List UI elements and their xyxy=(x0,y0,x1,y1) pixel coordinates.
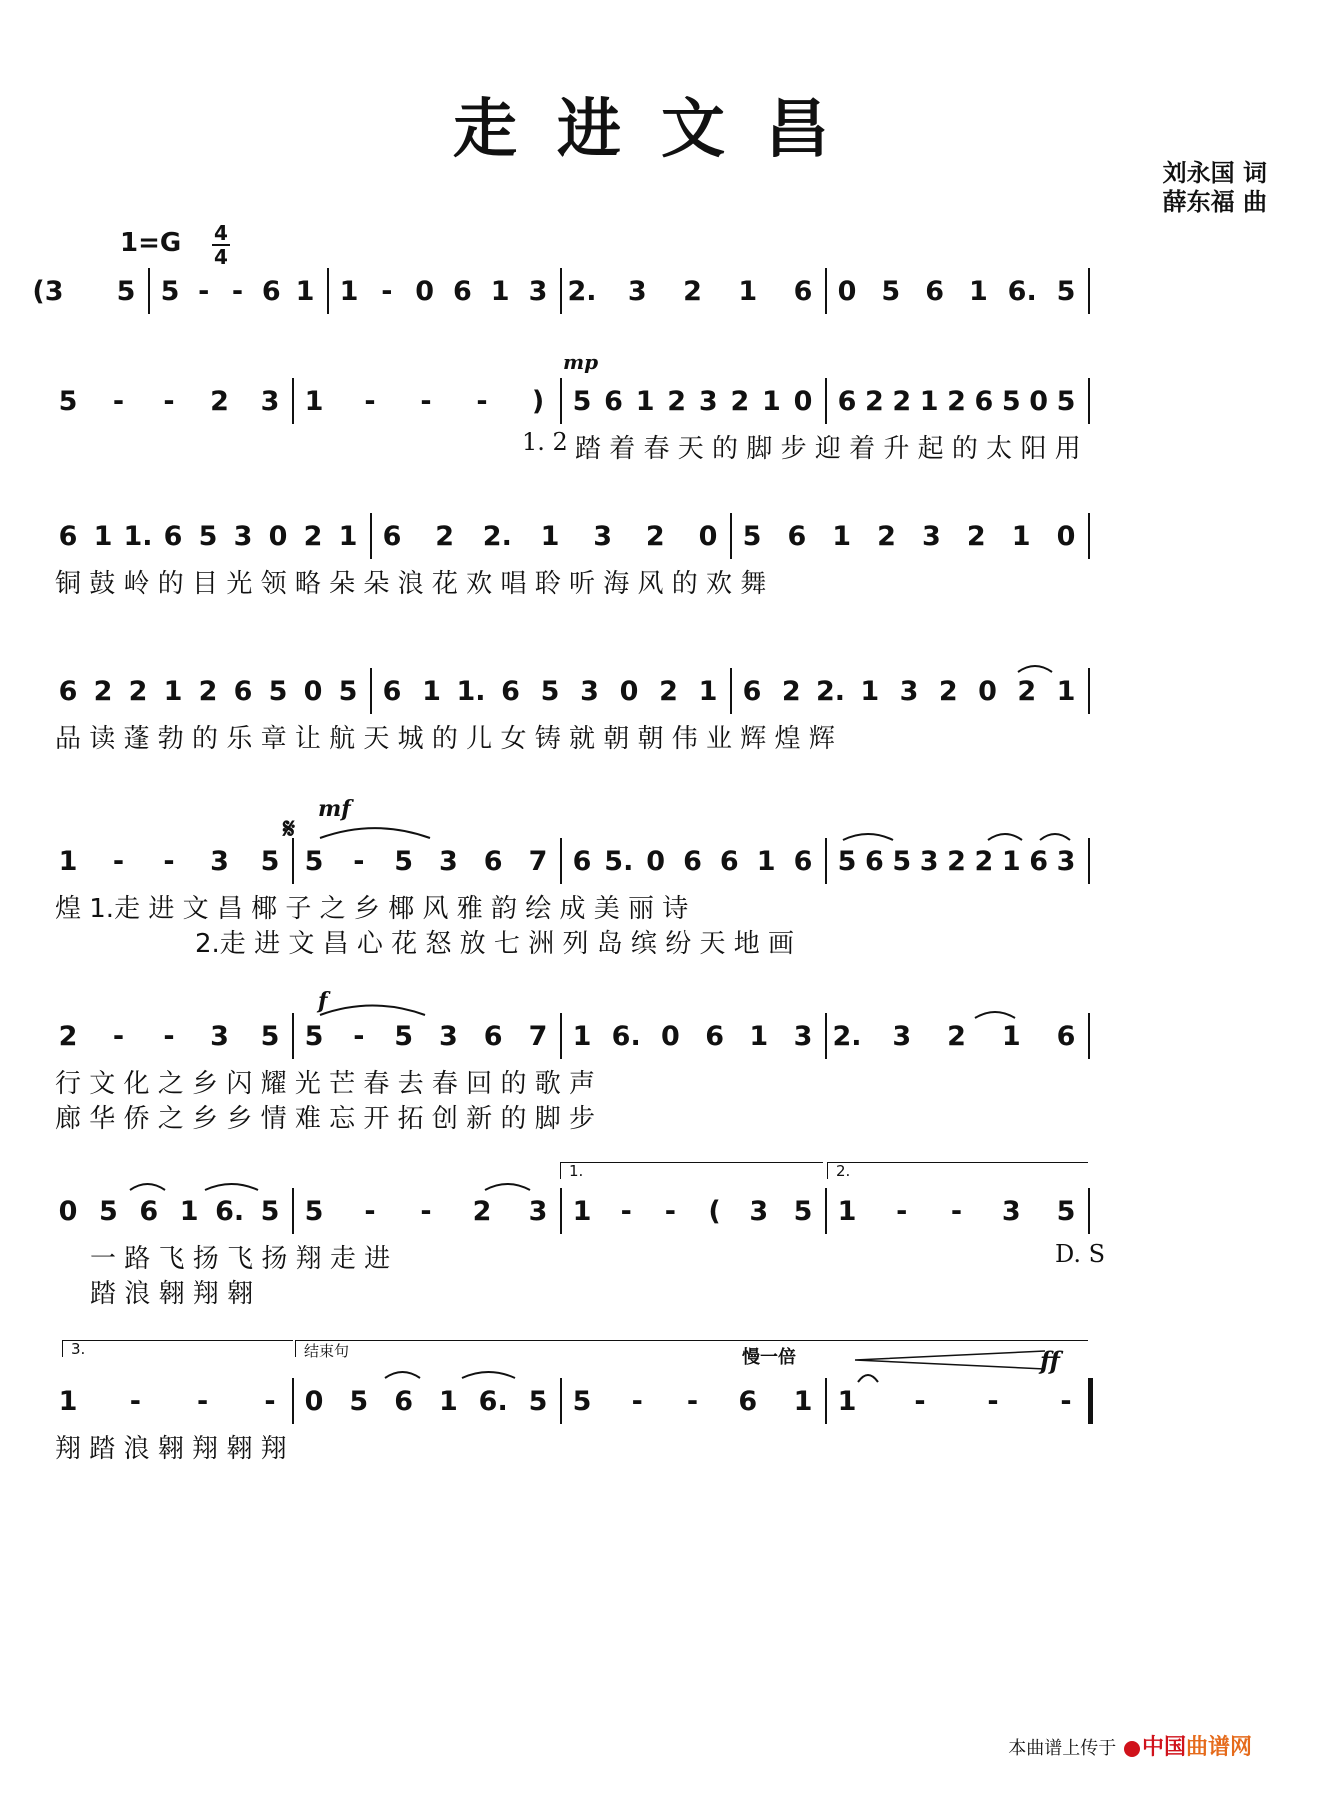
note-digit: 5 xyxy=(268,676,288,707)
note-digit: 2 xyxy=(659,676,678,707)
note-digit: 0 xyxy=(793,386,813,417)
note-digit: 5 xyxy=(1056,1196,1076,1227)
note-digit: 2 xyxy=(645,521,665,552)
note-digit: 5 xyxy=(793,1196,813,1227)
note-digit: 3 xyxy=(922,521,941,552)
note-digit: - xyxy=(896,1196,908,1227)
note-digit: 0 xyxy=(304,1386,324,1417)
note-digit: 1 xyxy=(438,1386,458,1417)
note-digit: 0 xyxy=(268,521,288,552)
key-signature: 1=G xyxy=(120,228,182,258)
note-digit: 3 xyxy=(528,276,548,307)
lyric-line-1: 品 读 蓬 勃 的 乐 章 让 航 天 城 的 儿 女 铸 就 朝 朝 伟 业 辉 煌 辉 xyxy=(55,724,835,754)
slur-s7-b xyxy=(205,1184,258,1190)
note-digit: - xyxy=(198,276,210,307)
note-digit: 6 xyxy=(261,276,281,307)
note-digit: 1 xyxy=(968,276,988,307)
note-digit: 2 xyxy=(877,521,896,552)
note-digit: - xyxy=(112,846,125,877)
note-digit: 0 xyxy=(978,676,997,707)
note-digit: 6. xyxy=(611,1021,641,1052)
note-digit: 2 xyxy=(730,386,750,417)
tempo-slow: 慢一倍 xyxy=(742,1347,796,1368)
note-digit: 1 xyxy=(832,521,852,552)
note-digit: 1 xyxy=(58,846,78,877)
note-digit: 1. xyxy=(123,521,153,552)
note-digit: 2 xyxy=(947,386,966,417)
note-digit: 6 xyxy=(793,276,813,307)
note-digit: - xyxy=(364,1196,376,1227)
note-digit: 5 xyxy=(304,1021,324,1052)
lyric-line-1: 翔 踏 浪 翱 翔 翱 翔 xyxy=(55,1434,287,1464)
lyric-line-1: 一 路 飞 扬 飞 扬 翔 走 进 xyxy=(90,1244,391,1274)
time-signature-top: 4 xyxy=(214,221,228,245)
note-digit: 1 xyxy=(1056,676,1076,707)
note-digit: 5 xyxy=(572,386,592,417)
dynamic-f: f xyxy=(318,988,328,1014)
note-digit: 3 xyxy=(1056,846,1076,877)
note-digit: 2 xyxy=(435,521,455,552)
note-digit: - xyxy=(664,1196,676,1227)
note-digit: 1 xyxy=(793,1386,813,1417)
note-digit: 2 xyxy=(58,1021,78,1052)
note-digit: 2 xyxy=(938,676,958,707)
volta-3: 3. xyxy=(62,1340,293,1357)
note-digit: 5. xyxy=(604,846,634,877)
note-digit: 5 xyxy=(394,1021,413,1052)
note-digit: 5 xyxy=(198,521,218,552)
slur-s7-a xyxy=(130,1184,165,1190)
slur-f xyxy=(320,1006,425,1015)
note-digit: (3 xyxy=(32,276,64,307)
note-digit: 2 xyxy=(198,676,218,707)
slur-s5-c xyxy=(1040,834,1070,840)
note-digit: 5 xyxy=(837,846,857,877)
note-digit: 6 xyxy=(1029,846,1049,877)
note-digit: - xyxy=(1060,1386,1072,1417)
note-digit: ) xyxy=(531,386,545,417)
note-digit: 1 xyxy=(540,521,560,552)
note-digit: 5 xyxy=(881,276,901,307)
note-digit: 3 xyxy=(698,386,718,417)
note-digit: 6 xyxy=(382,521,402,552)
note-digit: 0 xyxy=(58,1196,78,1227)
fermata-icon xyxy=(858,1375,878,1382)
lyric-line-1: 行 文 化 之 乡 闪 耀 光 芒 春 去 春 回 的 歌 声 xyxy=(55,1069,595,1099)
note-digit: - xyxy=(950,1196,963,1227)
note-digit: 6. xyxy=(478,1386,508,1417)
note-digit: ( xyxy=(708,1196,721,1227)
note-digit: - xyxy=(420,1196,432,1227)
note-digit: 6 xyxy=(501,676,520,707)
note-digit: 1 xyxy=(572,1196,592,1227)
lyric-line-1: 踏 着 春 天 的 脚 步 迎 着 升 起 的 太 阳 用 xyxy=(575,434,1081,464)
dynamic-mf: mf xyxy=(318,796,351,822)
note-digit: - xyxy=(353,1021,365,1052)
note-digit: 2 xyxy=(974,846,994,877)
site-name-2: 曲谱网 xyxy=(1185,1735,1252,1760)
note-digit: 5 xyxy=(1001,386,1021,417)
volta-2: 2. xyxy=(827,1162,1088,1179)
note-digit: 2 xyxy=(947,1021,966,1052)
note-digit: 1 xyxy=(422,676,441,707)
note-digit: 3 xyxy=(528,1196,548,1227)
site-name: 中国 xyxy=(1141,1735,1186,1760)
dynamic-ff: ff xyxy=(1040,1346,1060,1375)
note-digit: 0 xyxy=(660,1021,680,1052)
note-digit: 3 xyxy=(899,676,919,707)
slur-s8-a xyxy=(385,1372,420,1378)
note-digit: 1 xyxy=(860,676,880,707)
note-digit: 1 xyxy=(295,276,315,307)
note-digit: 3 xyxy=(210,846,229,877)
note-digit: - xyxy=(163,386,175,417)
dynamic-mp: mp xyxy=(563,350,599,374)
note-digit: 6 xyxy=(864,846,884,877)
note-digit: 0 xyxy=(1029,386,1049,417)
note-digit: 1 xyxy=(738,276,758,307)
note-digit: 0 xyxy=(303,676,323,707)
note-digit: - xyxy=(620,1196,632,1227)
note-digit: - xyxy=(163,846,175,877)
note-digit: 2 xyxy=(781,676,801,707)
note-digit: 6 xyxy=(58,521,78,552)
note-digit: 2 xyxy=(93,676,113,707)
note-digit: 5 xyxy=(260,1196,280,1227)
slur-s5-a xyxy=(843,834,893,840)
note-digit: 2 xyxy=(303,521,323,552)
note-digit: 3 xyxy=(260,386,280,417)
note-digit: 0 xyxy=(837,276,857,307)
note-digit: 6 xyxy=(382,676,402,707)
note-digit: 1 xyxy=(1011,521,1031,552)
note-digit: 5 xyxy=(572,1386,592,1417)
note-digit: - xyxy=(112,386,125,417)
note-digit: 5 xyxy=(1056,276,1076,307)
note-digit: - xyxy=(420,386,432,417)
note-digit: 6 xyxy=(705,1021,724,1052)
note-digit: 6. xyxy=(1007,276,1037,307)
note-digit: 3 xyxy=(210,1021,229,1052)
note-digit: - xyxy=(364,386,376,417)
note-digit: 3 xyxy=(438,1021,458,1052)
note-digit: 3 xyxy=(593,521,613,552)
note-digit: 6 xyxy=(233,676,253,707)
note-digit: 5 xyxy=(349,1386,369,1417)
note-digit: 5 xyxy=(116,276,136,307)
note-digit: - xyxy=(112,1021,125,1052)
note-digit: 6 xyxy=(58,676,78,707)
note-digit: 1 xyxy=(490,276,510,307)
note-digit: 5 xyxy=(394,846,413,877)
note-digit: 0 xyxy=(619,676,639,707)
note-digit: 2 xyxy=(683,276,702,307)
note-digit: 0 xyxy=(646,846,666,877)
note-digit: 5 xyxy=(1056,386,1076,417)
note-digit: 2. xyxy=(815,676,846,707)
note-digit: 6 xyxy=(394,1386,413,1417)
note-digit: 0 xyxy=(698,521,718,552)
note-digit: 5 xyxy=(304,846,324,877)
note-digit: - xyxy=(264,1386,276,1417)
note-digit: 2 xyxy=(892,386,912,417)
composer-credit: 薛东福 曲 xyxy=(1162,188,1267,216)
note-digit: 6 xyxy=(604,386,623,417)
note-digit: 1 xyxy=(837,1386,857,1417)
note-digit: 0 xyxy=(415,276,434,307)
note-digit: 5 xyxy=(160,276,180,307)
note-digit: 1. xyxy=(456,676,486,707)
note-digit: 1 xyxy=(163,676,183,707)
song-title: 走进文昌 xyxy=(453,92,869,167)
note-digit: 3 xyxy=(892,1021,912,1052)
note-digit: 2 xyxy=(667,386,687,417)
note-digit: 1 xyxy=(179,1196,199,1227)
note-digit: 1 xyxy=(338,521,358,552)
lyric-line-2: 2.走 进 文 昌 心 花 怒 放 七 洲 列 岛 缤 纷 天 地 画 xyxy=(195,929,795,959)
note-digit: 1 xyxy=(919,386,939,417)
note-digit: 1 xyxy=(698,676,718,707)
note-digit: 1 xyxy=(756,846,776,877)
note-digit: 1 xyxy=(749,1021,769,1052)
note-digit: 6 xyxy=(738,1386,758,1417)
lyric-line-1: 铜 鼓 岭 的 目 光 领 略 朵 朵 浪 花 欢 唱 聆 听 海 风 的 欢 舞 xyxy=(55,569,767,599)
note-digit: 3 xyxy=(749,1196,769,1227)
note-digit: 2 xyxy=(966,521,986,552)
note-digit: 1 xyxy=(1001,846,1021,877)
note-digit: 6 xyxy=(974,386,994,417)
dal-segno: D. S xyxy=(1055,1240,1106,1268)
note-digit: 6 xyxy=(1056,1021,1076,1052)
note-digit: - xyxy=(231,276,244,307)
crescendo-hairpin xyxy=(855,1351,1045,1369)
note-digit: 5 xyxy=(260,1021,280,1052)
note-digit: 6 xyxy=(483,1021,503,1052)
slur-s6 xyxy=(975,1012,1015,1018)
note-digit: 6 xyxy=(139,1196,159,1227)
lyric-line-1: 煌 1.走 进 文 昌 椰 子 之 乡 椰 风 雅 韵 绘 成 美 丽 诗 xyxy=(55,894,689,924)
volta-1: 1. xyxy=(560,1162,823,1179)
lyricist-credit: 刘永国 词 xyxy=(1162,159,1267,187)
note-digit: 6 xyxy=(483,846,503,877)
note-digit: 2 xyxy=(1017,676,1037,707)
note-digit: 5 xyxy=(742,521,762,552)
note-digit: 6. xyxy=(215,1196,245,1227)
note-digit: 2 xyxy=(947,846,966,877)
lyric-line-2: 廊 华 侨 之 乡 乡 情 难 忘 开 拓 创 新 的 脚 步 xyxy=(55,1104,595,1134)
note-digit: 0 xyxy=(1056,521,1076,552)
note-digit: 6 xyxy=(793,846,813,877)
note-digit: 3 xyxy=(580,676,599,707)
note-digit: 7 xyxy=(528,846,548,877)
note-digit: 6 xyxy=(787,521,807,552)
note-digit: 1 xyxy=(339,276,359,307)
note-digit: 2 xyxy=(472,1196,492,1227)
note-digit: 3 xyxy=(1001,1196,1021,1227)
note-digit: - xyxy=(353,846,365,877)
note-digit: - xyxy=(129,1386,141,1417)
note-digit: 6 xyxy=(925,276,944,307)
note-digit: - xyxy=(476,386,488,417)
note-digit: 1 xyxy=(635,386,655,417)
note-digit: 1 xyxy=(1001,1021,1021,1052)
verse-prefix: 1. 2 xyxy=(522,428,568,456)
slur-mf xyxy=(320,828,430,838)
note-digit: 5 xyxy=(98,1196,118,1227)
note-digit: 5 xyxy=(540,676,560,707)
slur-s7-c xyxy=(485,1184,530,1190)
slur-s5-b xyxy=(988,834,1022,840)
note-digit: 6 xyxy=(452,276,472,307)
note-digit: - xyxy=(914,1386,926,1417)
note-digit: - xyxy=(381,276,393,307)
note-digit: 6 xyxy=(742,676,762,707)
note-digit: 1 xyxy=(837,1196,857,1227)
note-digit: 5 xyxy=(304,1196,324,1227)
time-signature-bottom: 4 xyxy=(214,245,228,269)
note-digit: 6 xyxy=(719,846,739,877)
note-digit: 3 xyxy=(233,521,253,552)
lyric-line-2: 踏 浪 翱 翔 翱 xyxy=(90,1279,254,1309)
upload-text: 本曲谱上传于 xyxy=(1008,1738,1117,1759)
note-digit: - xyxy=(631,1386,643,1417)
note-digit: 6 xyxy=(572,846,592,877)
note-digit: 2 xyxy=(864,386,884,417)
slur-s4 xyxy=(1018,666,1052,672)
note-digit: 1 xyxy=(762,386,781,417)
note-digit: 6 xyxy=(163,521,183,552)
note-digit: - xyxy=(987,1386,999,1417)
note-digit: 3 xyxy=(919,846,939,877)
slur-s8-b xyxy=(462,1372,515,1378)
note-digit: 5 xyxy=(338,676,358,707)
note-digit: 3 xyxy=(627,276,647,307)
segno-sign: 𝄋 xyxy=(283,812,296,845)
note-digit: 2 xyxy=(128,676,148,707)
note-digit: 3 xyxy=(438,846,458,877)
note-digit: - xyxy=(163,1021,175,1052)
note-digit: - xyxy=(197,1386,209,1417)
note-digit: 1 xyxy=(572,1021,592,1052)
note-digit: 2. xyxy=(832,1021,862,1052)
note-digit: 6 xyxy=(837,386,857,417)
ending-bracket: 结束句 xyxy=(295,1340,1088,1357)
note-digit: 7 xyxy=(528,1021,548,1052)
note-digit: 1 xyxy=(93,521,113,552)
note-digit: - xyxy=(686,1386,699,1417)
note-digit: 2. xyxy=(482,521,512,552)
note-digit: 1 xyxy=(58,1386,78,1417)
note-digit: 5 xyxy=(528,1386,548,1417)
note-digit: 5 xyxy=(58,386,78,417)
note-digit: 5 xyxy=(892,846,912,877)
note-digit: 6 xyxy=(683,846,702,877)
note-digit: 5 xyxy=(260,846,280,877)
note-digit: 3 xyxy=(793,1021,813,1052)
note-digit: 2. xyxy=(567,276,597,307)
note-digit: 1 xyxy=(304,386,324,417)
note-digit: 2 xyxy=(210,386,229,417)
